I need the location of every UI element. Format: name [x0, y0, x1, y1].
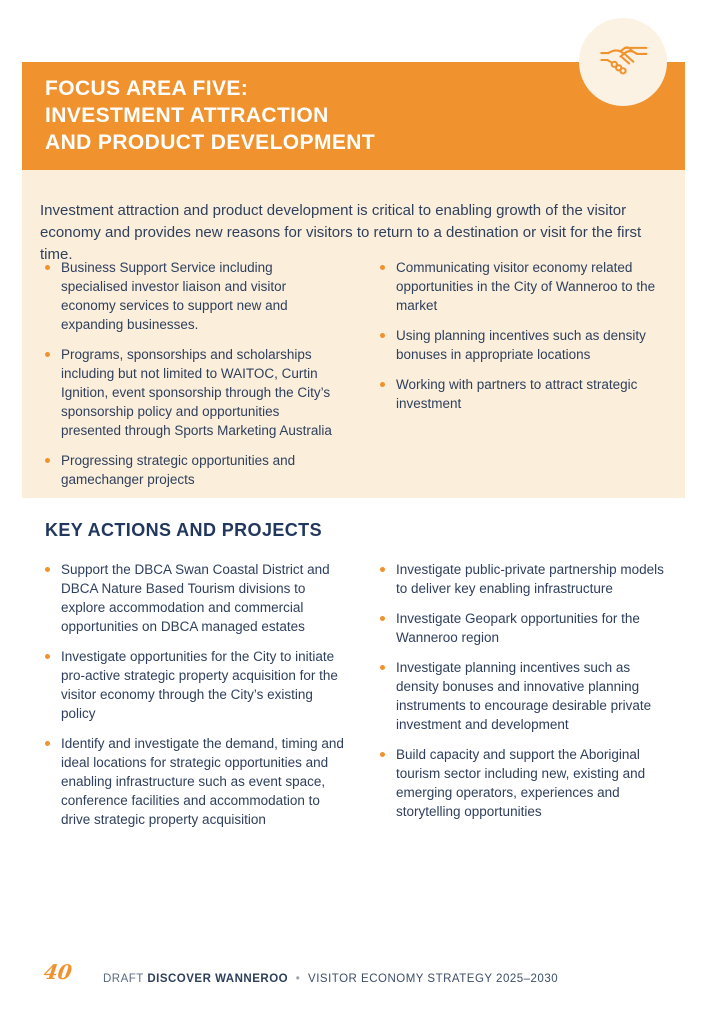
bullet-icon	[380, 665, 385, 670]
bullet-text: Progressing strategic opportunities and gamechanger projects	[61, 453, 296, 487]
list-item	[380, 658, 675, 734]
bullet-text: Programs, sponsorships and scholarships including but not limited to WAITOC, Curtin Ignition, event sponsorship through the City’s sponsorship policy and opportunities presented through Sports Marketing Australia	[61, 347, 332, 438]
list-item	[45, 560, 345, 636]
bullet-text: Investigate public-private partnership models to deliver key enabling infrastructure	[396, 562, 664, 596]
bullet-text: Working with partners to attract strategic investment	[396, 377, 638, 411]
page-title-line-2: INVESTMENT ATTRACTION	[45, 104, 329, 127]
bullet-text: Communicating visitor economy related opportunities in the City of Wanneroo to the market	[396, 260, 656, 313]
focus-bullets-left-column	[45, 258, 337, 500]
list-item	[380, 375, 662, 413]
key-actions-right-column	[380, 560, 675, 832]
bullet-icon	[380, 616, 385, 621]
bullet-icon	[380, 752, 385, 757]
bullet-text: Identify and investigate the demand, timing and ideal locations for strategic opportunities and enabling infrastructure such as event space, conference facilities and accommodation to drive strategic property acquisition	[61, 736, 344, 827]
bullet-text: Support the DBCA Swan Coastal District and DBCA Nature Based Tourism divisions to explore accommodation and commercial opportunities on DBCA managed estates	[61, 562, 330, 634]
list-item	[45, 451, 337, 489]
focus-bullets-right-column	[380, 258, 662, 424]
footer-doc-title: VISITOR ECONOMY STRATEGY 2025–2030	[308, 973, 559, 985]
key-actions-left-column	[45, 560, 345, 840]
bullet-icon	[380, 382, 385, 387]
list-item	[45, 647, 345, 723]
page-number: 40	[42, 960, 74, 984]
list-item	[380, 560, 675, 598]
footer-separator-dot: •	[295, 973, 301, 985]
handshake-icon	[597, 38, 649, 87]
page-title-line-1: FOCUS AREA FIVE:	[45, 77, 249, 100]
bullet-icon	[380, 265, 385, 270]
footer-draft-label: DRAFT	[103, 973, 144, 985]
bullet-icon	[45, 567, 50, 572]
footer-brand: DISCOVER WANNEROO	[147, 973, 289, 985]
bullet-text: Using planning incentives such as density bonuses in appropriate locations	[396, 328, 646, 362]
bullet-icon	[45, 458, 50, 463]
bullet-icon	[45, 654, 50, 659]
list-item	[380, 609, 675, 647]
bullet-text: Business Support Service including specialised investor liaison and visitor economy services to support new and expanding businesses.	[61, 260, 288, 332]
list-item	[380, 258, 662, 315]
bullet-text: Investigate Geopark opportunities for the Wanneroo region	[396, 611, 640, 645]
list-item	[45, 258, 337, 334]
bullet-icon	[45, 352, 50, 357]
list-item	[380, 326, 662, 364]
bullet-text: Investigate opportunities for the City to initiate pro-active strategic property acquisition for the visitor economy through the City’s existing policy	[61, 649, 338, 721]
bullet-icon	[380, 333, 385, 338]
list-item	[45, 734, 345, 829]
list-item	[380, 745, 675, 821]
bullet-text: Build capacity and support the Aboriginal tourism sector including new, existing and emerging operators, experiences and storytelling opportunities	[396, 747, 646, 819]
intro-paragraph: Investment attraction and product development is critical to enabling growth of the visitor economy and provides new reasons for visitors to return to a destination or visit for the first time.	[40, 202, 642, 263]
bullet-text: Investigate planning incentives such as density bonuses and innovative planning instruments to encourage desirable private investment and development	[396, 660, 652, 732]
list-item	[45, 345, 337, 440]
bullet-icon	[380, 567, 385, 572]
footer	[103, 973, 558, 985]
bullet-icon	[45, 265, 50, 270]
key-actions-heading: KEY ACTIONS AND PROJECTS	[45, 520, 322, 540]
page-title-line-3: AND PRODUCT DEVELOPMENT	[45, 131, 376, 154]
bullet-icon	[45, 741, 50, 746]
header-icon-circle	[579, 18, 667, 106]
